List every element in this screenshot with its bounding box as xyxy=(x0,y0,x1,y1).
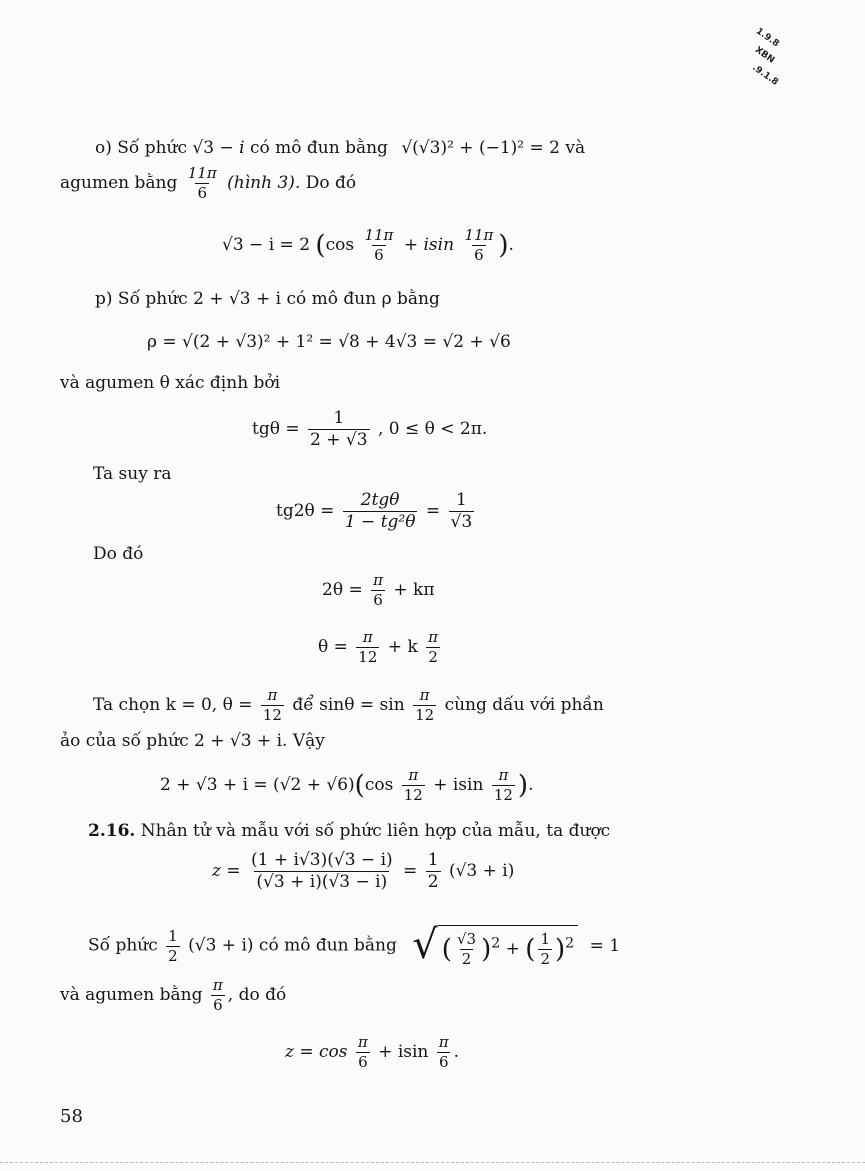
svg-text:XBN: XBN xyxy=(752,45,777,66)
p-do-do: Do đó xyxy=(93,544,144,564)
p-choose-line: Ta chọn k = 0, θ = $\frac{\pi}{12}$ để sinθ = sin $\frac{\pi}{12}$ cùng dấu với phần xyxy=(93,686,604,724)
ex216-agumen-line: và agumen bằng $\frac{\pi}{6}$ , do đó xyxy=(60,976,287,1014)
o-equation: √3 − i = 2 (cos $\frac{11\pi}{6}$ + isin $\frac{11\pi}{6}$ ). xyxy=(222,226,514,264)
p-line1: p) Số phức 2 + √3 + i có mô đun ρ bằng xyxy=(95,289,440,309)
ex216-modulus-line: Số phức $\frac{1}{2}$ (√3 + i) có mô đun bằng √ ( $\frac{√3}{2}$ )$^2$ + ( $\frac{1}{2}$ )$^2$ = 1 xyxy=(88,922,621,968)
o-line1: o) Số phức √3 − i có mô đun bằng √(√3)² + (−1)² = 2 và xyxy=(95,138,586,158)
p-final-equation: 2 + √3 + i = (√2 + √6)(cos $\frac{\pi}{12}$ + isin $\frac{\pi}{12}$ ). xyxy=(160,766,534,804)
o-line2: agumen bằng $\frac{11\pi}{6}$ (hình 3). Do đó xyxy=(60,164,357,202)
p-ao-line: ảo của số phức 2 + √3 + i. Vậy xyxy=(60,731,325,751)
p-tg2-equation: tg2θ = $\frac{\text{2tgθ}}{\text{1 − tg²θ}}$ = $\frac{1}{√3}$ xyxy=(276,490,473,532)
page-edge-line xyxy=(0,1162,865,1163)
svg-text:.9.1.8: .9.1.8 xyxy=(750,62,780,88)
p-suy-ra: Ta suy ra xyxy=(93,464,172,484)
page-number: 58 xyxy=(60,1106,83,1127)
svg-text:1.9.8: 1.9.8 xyxy=(753,26,781,50)
ex216-final-equation: z = cos $\frac{\pi}{6}$ + isin $\frac{\pi}{6}$ . xyxy=(285,1033,460,1071)
p-tg-equation: tgθ = $\frac{1}{2 + √3}$ , 0 ≤ θ < 2π. xyxy=(252,408,488,450)
ex216-z-equation: z = $\frac{(1 + i√3)(√3 - i)}{(√3 + i)(√3 - i)}$ = $\frac{1}{2}$ (√3 + i) xyxy=(212,850,515,892)
p-rho-equation: ρ = √(2 + √3)² + 1² = √8 + 4√3 = √2 + √6 xyxy=(147,332,511,352)
ex216-heading: 2.16. Nhân tử và mẫu với số phức liên hợp của mẫu, ta được xyxy=(88,821,611,841)
p-2theta-equation: 2θ = $\frac{\pi}{6}$ + kπ xyxy=(322,571,435,609)
p-theta-equation: θ = $\frac{\pi}{12}$ + k $\frac{\pi}{2}$ xyxy=(318,628,439,666)
p-line2: và agumen θ xác định bởi xyxy=(60,373,281,393)
library-stamp xyxy=(735,22,795,92)
